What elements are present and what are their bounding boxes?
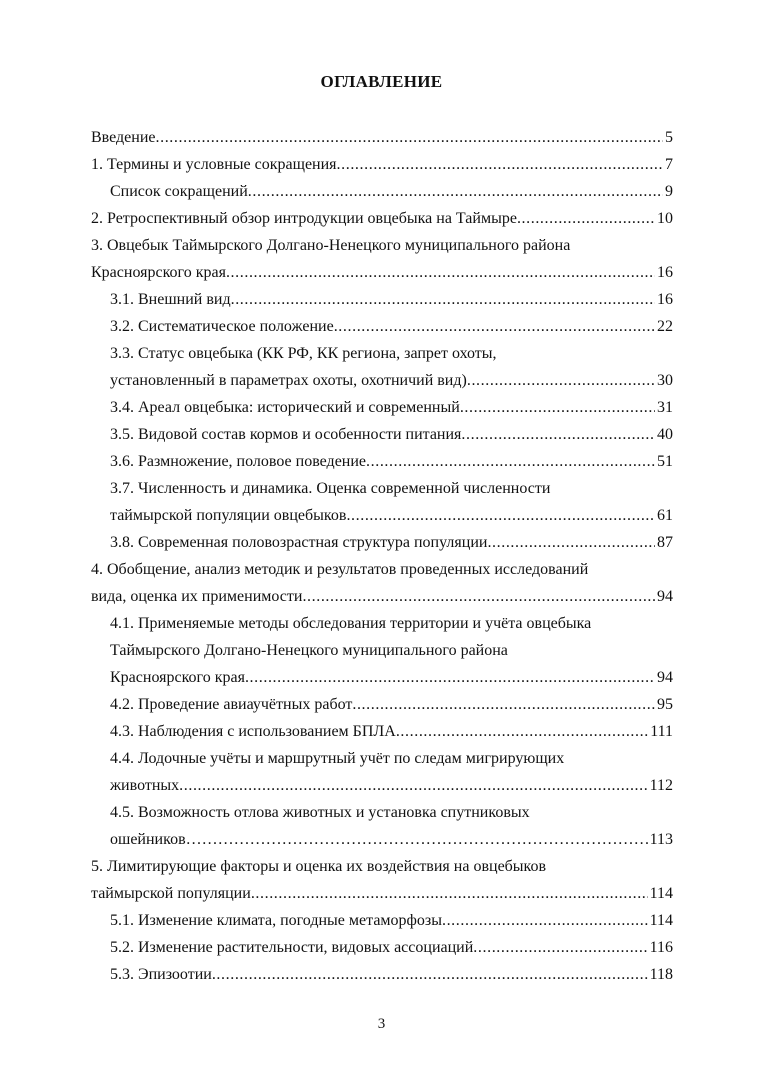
toc-leader [231, 286, 655, 313]
table-of-contents [91, 124, 673, 988]
toc-entry [91, 583, 673, 610]
toc-page-number: 31 [657, 399, 673, 416]
toc-entry-text: 3.2. Систематическое положение [110, 318, 334, 335]
toc-entry [91, 745, 673, 772]
toc-page-number: 40 [657, 426, 673, 443]
toc-page-number: 10 [657, 210, 673, 227]
toc-leader [156, 124, 664, 151]
toc-entry [91, 448, 673, 475]
toc-leader [302, 583, 655, 610]
toc-leader [245, 664, 655, 691]
toc-entry-text: Список сокращений [110, 183, 248, 200]
toc-entry [91, 691, 673, 718]
toc-entry [91, 394, 673, 421]
toc-entry [91, 286, 673, 313]
toc-entry-text: Красноярского края [91, 264, 226, 281]
toc-entry-text: 3.8. Современная половозрастная структура популяции [110, 534, 488, 551]
toc-entry [91, 232, 673, 259]
toc-page-number: 30 [657, 372, 673, 389]
toc-entry-text: 3.6. Размножение, половое поведение [110, 453, 367, 470]
toc-page-number: 118 [649, 966, 673, 983]
toc-entry-text: 5.1. Изменение климата, погодные метаморфозы [110, 912, 442, 929]
toc-page-number: 9 [665, 183, 673, 200]
toc-entry-text: 4.3. Наблюдения с использованием БПЛА [110, 723, 396, 740]
toc-page-number: 114 [649, 885, 673, 902]
toc-page-number: 114 [649, 912, 673, 929]
toc-entry-text: Красноярского края [110, 669, 245, 686]
toc-leader [226, 259, 655, 286]
toc-entry-text: 2. Ретроспективный обзор интродукции овцебыка на Таймыре [91, 210, 517, 227]
toc-leader [186, 826, 648, 853]
page-title: ОГЛАВЛЕНИЕ [320, 72, 443, 91]
toc-entry-text: Таймырского Долгано-Ненецкого муниципального района [110, 642, 508, 659]
toc-entry [91, 826, 673, 853]
toc-entry-text: 1. Термины и условные сокращения [91, 156, 337, 173]
toc-leader [473, 934, 647, 961]
toc-leader [248, 178, 663, 205]
toc-entry-text: 5.3. Эпизоотии [110, 966, 212, 983]
toc-entry-text: 4.5. Возможность отлова животных и установка спутниковых [110, 804, 530, 821]
page-number: 3 [377, 1016, 386, 1032]
toc-entry [91, 637, 673, 664]
toc-entry-text: таймырской популяции овцебыков [110, 507, 347, 524]
toc-entry-text: 4.1. Применяемые методы обследования территории и учёта овцебыка [110, 615, 592, 632]
toc-entry [91, 124, 673, 151]
toc-entry-text: 3.4. Ареал овцебыка: исторический и современный [110, 399, 460, 416]
toc-page-number: 61 [657, 507, 673, 524]
toc-page-number: 94 [657, 588, 673, 605]
toc-entry [91, 178, 673, 205]
toc-page-number: 94 [657, 669, 673, 686]
toc-entry-text: установленный в параметрах охоты, охотничий вид) [110, 372, 467, 389]
toc-entry [91, 610, 673, 637]
toc-entry [91, 799, 673, 826]
toc-entry [91, 853, 673, 880]
toc-entry [91, 502, 673, 529]
toc-entry [91, 880, 673, 907]
toc-page-number: 51 [657, 453, 673, 470]
toc-entry-text: 3.1. Внешний вид [110, 291, 231, 308]
toc-entry [91, 313, 673, 340]
toc-entry [91, 961, 673, 988]
toc-entry-text: 4. Обобщение, анализ методик и результатов проведенных исследований [91, 561, 589, 578]
toc-entry-text: Введение [91, 129, 156, 146]
toc-entry-text: 5.2. Изменение растительности, видовых ассоциаций [110, 939, 474, 956]
toc-leader [467, 367, 655, 394]
toc-entry [91, 259, 673, 286]
toc-entry [91, 529, 673, 556]
toc-leader [337, 151, 663, 178]
toc-page-number: 16 [657, 264, 673, 281]
toc-entry [91, 367, 673, 394]
toc-page-number: 5 [665, 129, 673, 146]
toc-entry [91, 340, 673, 367]
toc-leader [212, 961, 648, 988]
toc-page-number: 22 [657, 318, 673, 335]
toc-entry [91, 907, 673, 934]
toc-leader [442, 907, 648, 934]
toc-page-number: 113 [649, 831, 673, 848]
toc-entry-text: ошейников [110, 831, 186, 848]
toc-entry [91, 718, 673, 745]
toc-entry-text: 4.2. Проведение авиаучётных работ [110, 696, 353, 713]
toc-entry-text: 3. Овцебык Таймырского Долгано-Ненецкого муниципального района [91, 237, 571, 254]
toc-leader [487, 529, 655, 556]
toc-leader [251, 880, 648, 907]
toc-leader [352, 691, 655, 718]
toc-leader [517, 205, 655, 232]
toc-page-number: 95 [657, 696, 673, 713]
toc-leader [366, 448, 655, 475]
toc-entry [91, 151, 673, 178]
toc-entry-text: 4.4. Лодочные учёты и маршрутный учёт по следам мигрирующих [110, 750, 565, 767]
toc-leader [179, 772, 647, 799]
toc-entry [91, 664, 673, 691]
toc-entry [91, 772, 673, 799]
toc-entry-text: 3.7. Численность и динамика. Оценка современной численности [110, 480, 551, 497]
toc-entry [91, 205, 673, 232]
toc-entry-text: 5. Лимитирующие факторы и оценка их воздействия на овцебыков [91, 858, 547, 875]
toc-leader [460, 394, 655, 421]
toc-entry [91, 556, 673, 583]
toc-leader [346, 502, 655, 529]
toc-entry-text: 3.3. Статус овцебыка (КК РФ, КК региона, запрет охоты, [110, 345, 497, 362]
toc-entry-text: 3.5. Видовой состав кормов и особенности питания [110, 426, 462, 443]
toc-page-number: 116 [649, 939, 673, 956]
toc-page-number: 112 [649, 777, 673, 794]
toc-leader [334, 313, 655, 340]
toc-page-number: 87 [657, 534, 673, 551]
toc-leader [396, 718, 648, 745]
toc-entry-text: животных [110, 777, 180, 794]
toc-entry [91, 475, 673, 502]
toc-entry-text: вида, оценка их применимости [91, 588, 303, 605]
toc-entry-text: таймырской популяции [91, 885, 251, 902]
toc-page-number: 7 [665, 156, 673, 173]
toc-leader [461, 421, 655, 448]
toc-page-number: 16 [657, 291, 673, 308]
toc-entry [91, 934, 673, 961]
toc-page-number: 111 [650, 723, 673, 740]
toc-entry [91, 421, 673, 448]
